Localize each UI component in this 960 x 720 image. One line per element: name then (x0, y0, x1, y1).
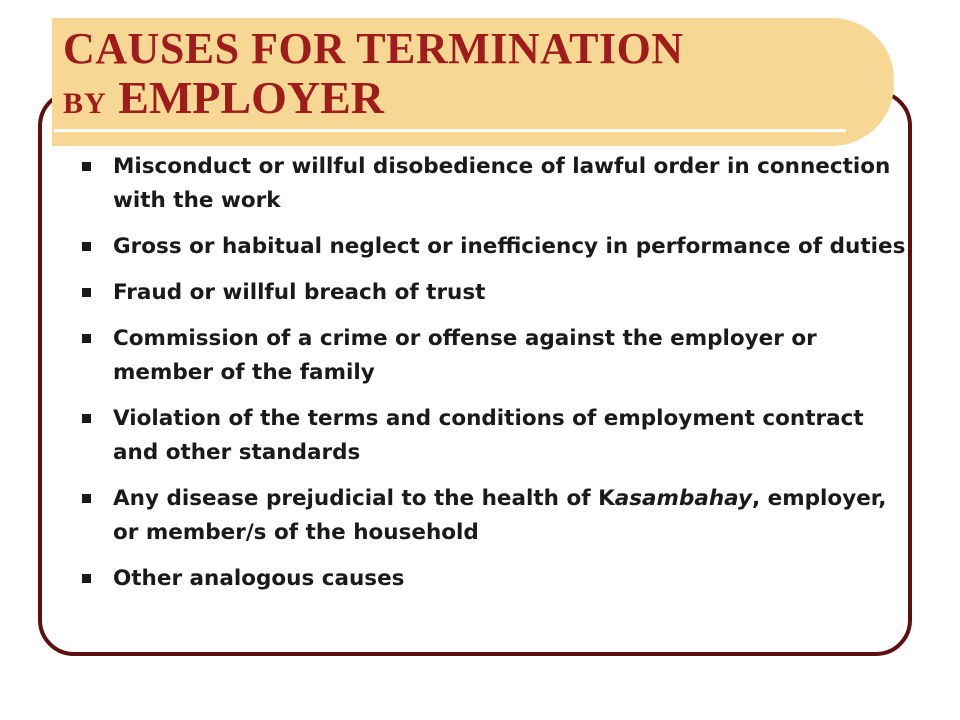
bullet-text: Misconduct or willful disobedience of lawful order in connection with the work (113, 154, 891, 213)
title-by: BY (63, 87, 107, 121)
bullet-item (80, 322, 910, 390)
bullet-item (80, 230, 910, 264)
title-line-1: CAUSES FOR TERMINATION (63, 24, 684, 73)
square-bullet-icon (82, 162, 91, 171)
bullet-item (80, 562, 910, 596)
bullet-item (80, 402, 910, 470)
title-employer: EMPLOYER (118, 72, 384, 124)
square-bullet-icon (82, 334, 91, 343)
bullet-list (80, 150, 910, 608)
square-bullet-icon (82, 242, 91, 251)
bullet-text-italic: asambahay (614, 486, 753, 511)
bullet-text: Fraud or willful breach of trust (113, 280, 486, 305)
bullet-item (80, 482, 910, 550)
bullet-text: Other analogous causes (113, 566, 405, 591)
title-line-2 (63, 74, 684, 122)
title-underline (54, 129, 846, 132)
square-bullet-icon (82, 574, 91, 583)
bullet-text: Gross or habitual neglect or inefficiency in performance of duties (113, 234, 906, 259)
bullet-text-part: , employer, or member/s of the household (113, 486, 887, 545)
bullet-item (80, 276, 910, 310)
bullet-text: Violation of the terms and conditions of employment contract and other standards (113, 406, 864, 465)
square-bullet-icon (82, 494, 91, 503)
square-bullet-icon (82, 414, 91, 423)
bullet-text (113, 486, 886, 545)
bullet-text: Commission of a crime or offense against the employer or member of the family (113, 326, 817, 385)
square-bullet-icon (82, 288, 91, 297)
bullet-item (80, 150, 910, 218)
slide-title (63, 26, 684, 122)
bullet-text-part: Any disease prejudicial to the health of K (113, 486, 615, 511)
